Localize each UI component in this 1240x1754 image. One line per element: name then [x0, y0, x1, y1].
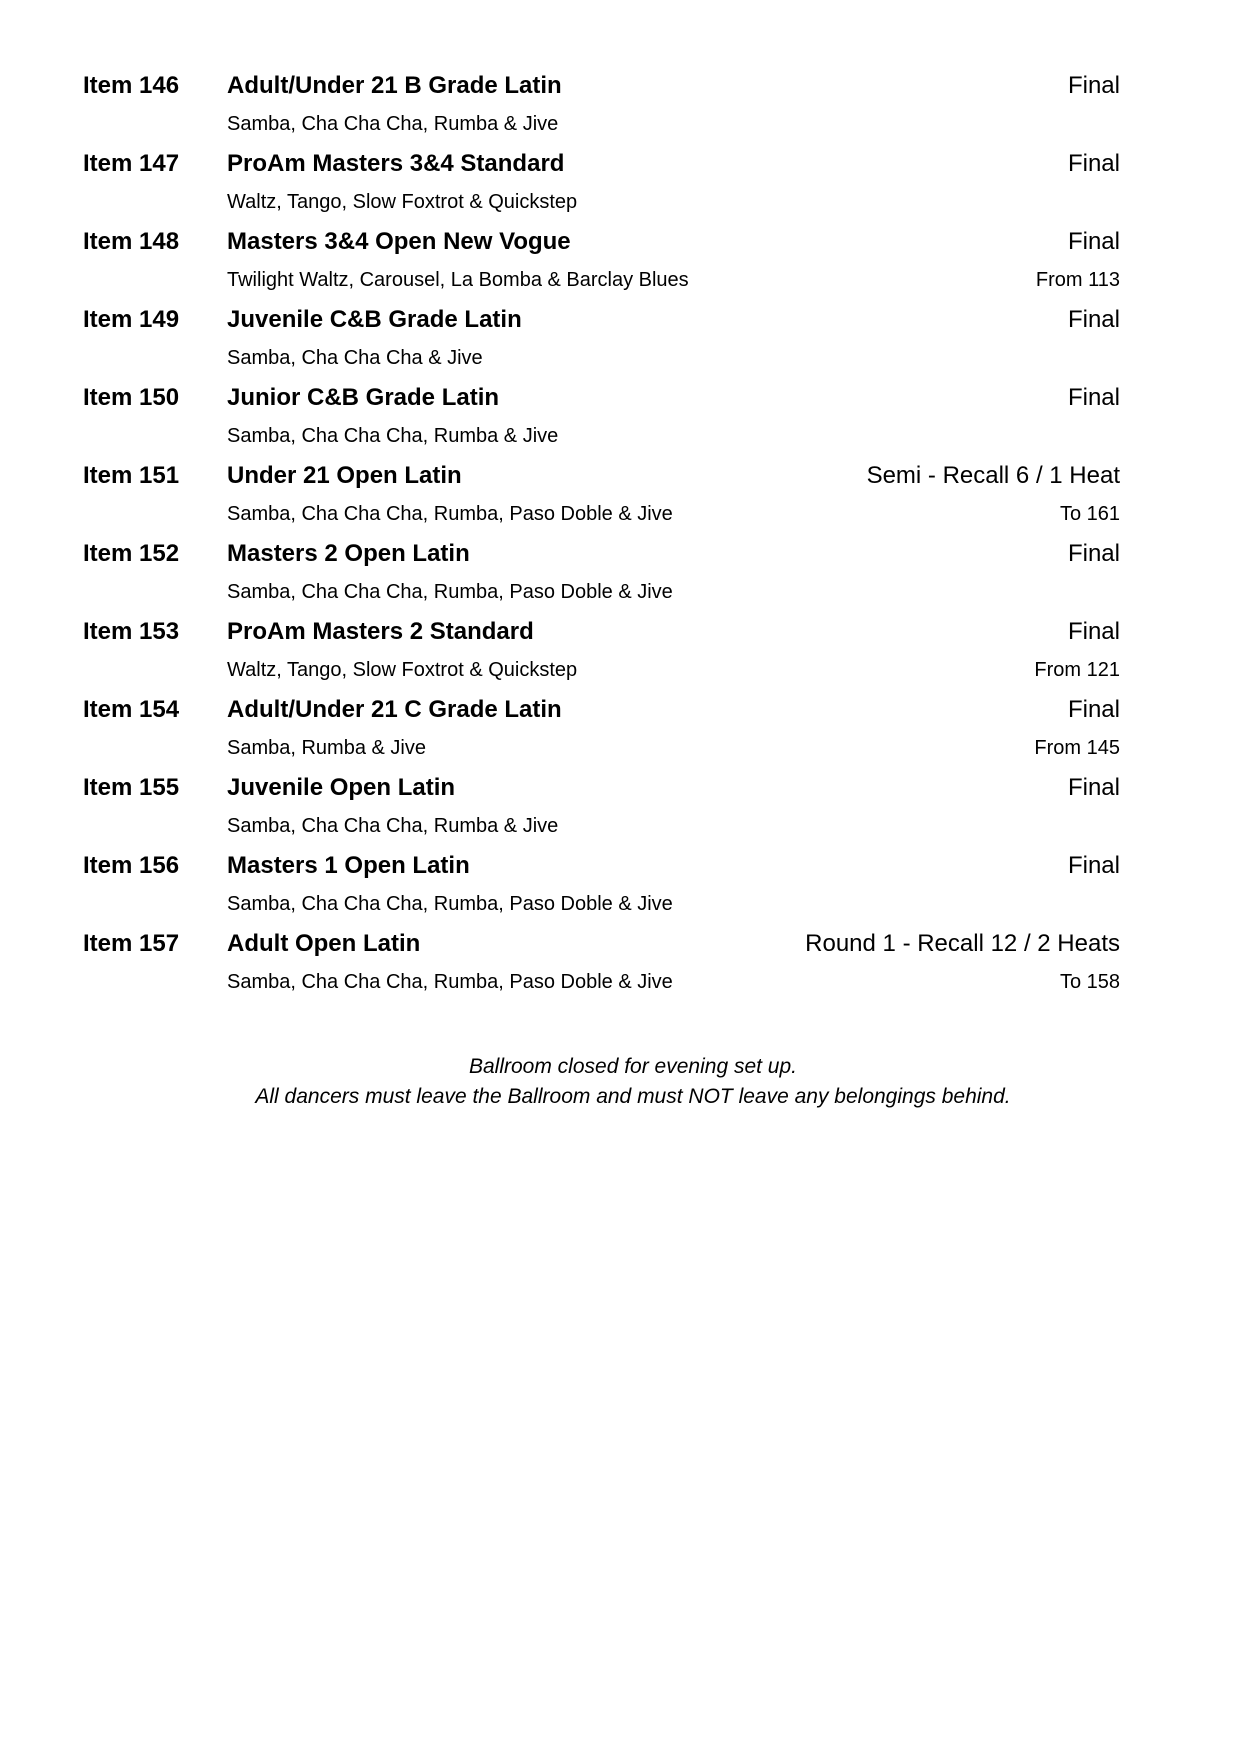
item-dances: Waltz, Tango, Slow Foxtrot & Quickstep — [227, 659, 578, 681]
item-number: Item 148 — [83, 228, 180, 255]
schedule-item — [83, 300, 1120, 378]
item-number: Item 150 — [83, 384, 180, 411]
item-title-line — [83, 144, 1120, 183]
item-title: Junior C&B Grade Latin — [227, 384, 500, 411]
item-title-line — [83, 768, 1120, 807]
item-title-line — [83, 846, 1120, 885]
item-title-line — [83, 612, 1120, 651]
item-detail-line — [83, 963, 1120, 1002]
item-number: Item 146 — [83, 72, 180, 99]
item-title: Juvenile C&B Grade Latin — [227, 306, 522, 333]
item-status: Round 1 - Recall 12 / 2 Heats — [805, 930, 1120, 957]
item-dances: Waltz, Tango, Slow Foxtrot & Quickstep — [227, 191, 578, 213]
item-detail-line — [83, 183, 1120, 222]
item-dances: Samba, Cha Cha Cha, Rumba, Paso Doble & Jive — [227, 893, 673, 915]
item-dances: Samba, Cha Cha Cha, Rumba & Jive — [227, 113, 559, 135]
item-dances: Samba, Cha Cha Cha, Rumba, Paso Doble & Jive — [227, 503, 673, 525]
schedule-item — [83, 924, 1120, 1002]
item-number: Item 151 — [83, 462, 180, 489]
item-detail-line — [83, 417, 1120, 456]
item-status: Final — [1067, 150, 1120, 177]
item-detail-line — [83, 729, 1120, 768]
item-number: Item 157 — [83, 930, 180, 957]
schedule-item — [83, 456, 1120, 534]
item-status: Final — [1067, 540, 1120, 567]
item-title: Adult/Under 21 C Grade Latin — [227, 696, 562, 723]
footer-line-2: All dancers must leave the Ballroom and must NOT leave any belongings behind. — [255, 1085, 1011, 1108]
item-dances: Samba, Rumba & Jive — [227, 737, 426, 759]
item-title: ProAm Masters 3&4 Standard — [227, 150, 565, 177]
item-title-line — [83, 690, 1120, 729]
item-detail-line — [83, 651, 1120, 690]
item-status: Final — [1067, 228, 1120, 255]
item-status: Final — [1067, 306, 1120, 333]
item-title: Masters 3&4 Open New Vogue — [227, 228, 571, 255]
item-status: Final — [1067, 618, 1120, 645]
item-detail-line — [83, 105, 1120, 144]
schedule-item — [83, 66, 1120, 144]
item-title: Adult/Under 21 B Grade Latin — [227, 72, 562, 99]
item-title-line — [83, 378, 1120, 417]
item-number: Item 156 — [83, 852, 180, 879]
schedule-item — [83, 144, 1120, 222]
item-dances: Samba, Cha Cha Cha & Jive — [227, 347, 483, 369]
schedule-item — [83, 222, 1120, 300]
item-status: Final — [1067, 72, 1120, 99]
item-number: Item 152 — [83, 540, 180, 567]
item-status: Final — [1067, 852, 1120, 879]
item-number: Item 147 — [83, 150, 180, 177]
schedule-item — [83, 690, 1120, 768]
item-title: Masters 1 Open Latin — [227, 852, 470, 879]
item-status: Final — [1067, 384, 1120, 411]
schedule-item — [83, 846, 1120, 924]
footer-line-1: Ballroom closed for evening set up. — [468, 1055, 797, 1078]
item-detail-line — [83, 573, 1120, 612]
item-routing-note: To 158 — [1059, 971, 1120, 993]
item-title: Juvenile Open Latin — [227, 774, 456, 801]
item-title-line — [83, 66, 1120, 105]
item-number: Item 155 — [83, 774, 180, 801]
item-title-line — [83, 456, 1120, 495]
item-routing-note: From 113 — [1035, 269, 1120, 291]
item-routing-note: From 121 — [1034, 659, 1120, 681]
schedule-item — [83, 534, 1120, 612]
footer-notice — [0, 1052, 1240, 1112]
item-status: Semi - Recall 6 / 1 Heat — [866, 462, 1120, 489]
item-detail-line — [83, 339, 1120, 378]
item-title-line — [83, 924, 1120, 963]
schedule-item — [83, 378, 1120, 456]
item-detail-line — [83, 807, 1120, 846]
item-detail-line — [83, 495, 1120, 534]
item-dances: Samba, Cha Cha Cha, Rumba & Jive — [227, 425, 559, 447]
item-title: Under 21 Open Latin — [227, 462, 462, 489]
schedule-item — [83, 768, 1120, 846]
item-routing-note: To 161 — [1059, 503, 1120, 525]
item-dances: Twilight Waltz, Carousel, La Bomba & Barclay Blues — [227, 269, 689, 291]
item-title: Masters 2 Open Latin — [227, 540, 470, 567]
schedule-item — [83, 612, 1120, 690]
item-status: Final — [1067, 774, 1120, 801]
item-dances: Samba, Cha Cha Cha, Rumba, Paso Doble & Jive — [227, 581, 673, 603]
item-dances: Samba, Cha Cha Cha, Rumba, Paso Doble & Jive — [227, 971, 673, 993]
item-detail-line — [83, 885, 1120, 924]
item-title: ProAm Masters 2 Standard — [227, 618, 534, 645]
item-routing-note: From 145 — [1034, 737, 1120, 759]
item-title-line — [83, 534, 1120, 573]
item-number: Item 149 — [83, 306, 180, 333]
item-title: Adult Open Latin — [227, 930, 421, 957]
item-number: Item 153 — [83, 618, 180, 645]
item-status: Final — [1067, 696, 1120, 723]
item-detail-line — [83, 261, 1120, 300]
item-number: Item 154 — [83, 696, 180, 723]
item-dances: Samba, Cha Cha Cha, Rumba & Jive — [227, 815, 559, 837]
item-title-line — [83, 222, 1120, 261]
item-title-line — [83, 300, 1120, 339]
